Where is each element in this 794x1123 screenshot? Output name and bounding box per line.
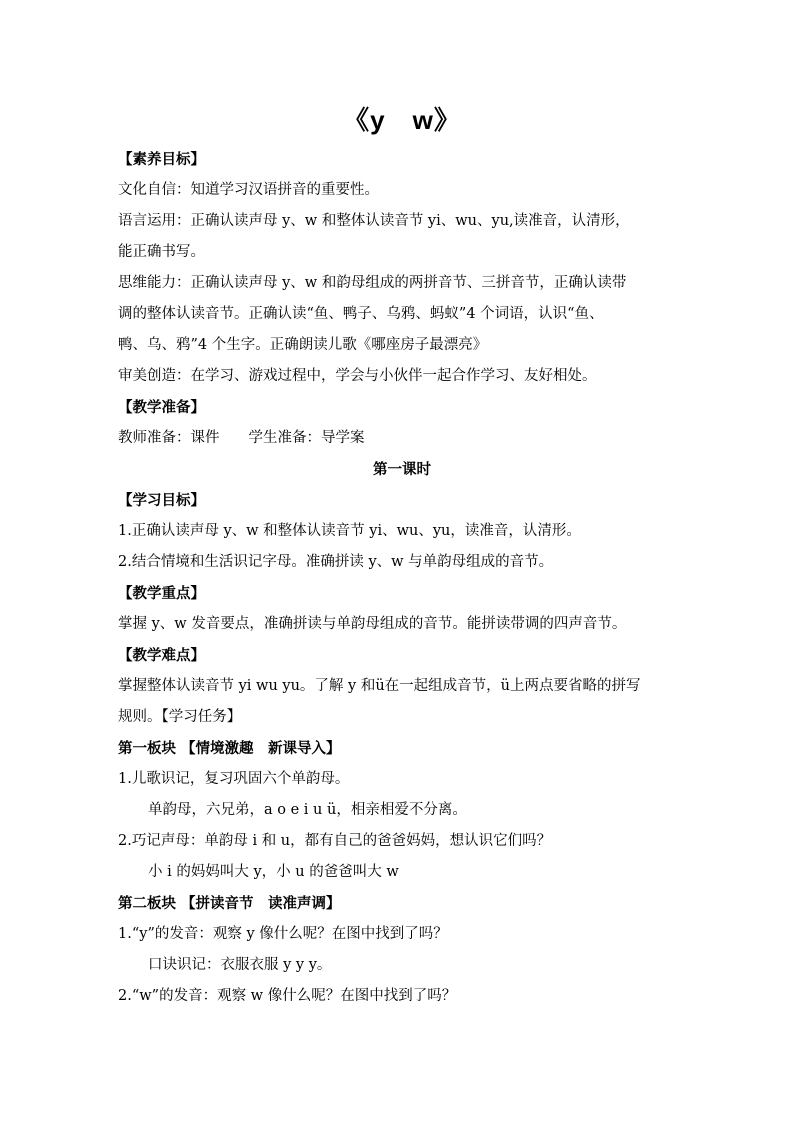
document-body [118,144,686,1012]
text-line: 规则。【学习任务】 [118,709,242,725]
text-line: 文化自信：知道学习汉语拼音的重要性。 [118,182,379,198]
text-line: 思维能力：正确认读声母 y、w 和韵母组成的两拼音节、三拼音节，正确认读带 [118,275,627,291]
text-line: 掌握 y、w 发音要点，准确拼读与单韵母组成的音节。能拼读带调的四声音节。 [118,616,627,632]
text-line: 2.巧记声母：单韵母 i 和 u，都有自己的爸爸妈妈，想认识它们吗？ [118,833,552,849]
document-page [118,104,686,1012]
text-line: 审美创造：在学习、游戏过程中，学会与小伙伴一起合作学习、友好相处。 [118,368,597,384]
text-line: 第一课时 [373,461,431,478]
text-line: 1.儿歌识记，复习巩固六个单韵母。 [118,771,350,787]
text-line: 【教学准备】 [118,399,205,416]
text-line: 【教学重点】 [118,585,205,602]
text-line: 第二板块 【拼读音节 读准声调】 [118,895,341,912]
text-line: 1.“y”的发音：观察 y 像什么呢？在图中找到了吗？ [118,926,448,942]
text-line: 【教学难点】 [118,647,205,664]
text-line: 掌握整体认读音节 yi wu yu。了解 y 和ü在一起组成音节，ü上两点要省略的拼写 [118,678,641,694]
text-line: 能正确书写。 [118,244,205,260]
text-line: 教师准备：课件 学生准备：导学案 [118,430,365,446]
text-line: 第一板块 【情境激趣 新课导入】 [118,740,341,757]
text-line: 【学习目标】 [118,492,205,509]
text-line: 【素养目标】 [118,151,205,168]
text-line: 2.“w”的发音：观察 w 像什么呢？在图中找到了吗？ [118,988,457,1004]
text-line: 单韵母，六兄弟，a o e i u ü，相亲相爱不分离。 [148,802,467,818]
document-title: 《y w》 [343,105,461,135]
text-line: 调的整体认读音节。正确认读“鱼、鸭子、乌鸦、蚂蚁”4 个词语，认识“鱼、 [118,306,604,322]
text-line: 口诀识记：衣服衣服 y y y。 [148,957,332,973]
text-line: 鸭、乌、鸦”4 个生字。正确朗读儿歌《哪座房子最漂亮》 [118,337,488,353]
text-line: 小 i 的妈妈叫大 y，小 u 的爸爸叫大 w [148,864,399,880]
text-line: 2.结合情境和生活识记字母。准确拼读 y、w 与单韵母组成的音节。 [118,554,554,570]
text-line: 语言运用：正确认读声母 y、w 和整体认读音节 yi、wu、yu,读准音，认清形， [118,213,630,229]
text-line: 1.正确认读声母 y、w 和整体认读音节 yi、wu、yu，读准音，认清形。 [118,523,581,539]
